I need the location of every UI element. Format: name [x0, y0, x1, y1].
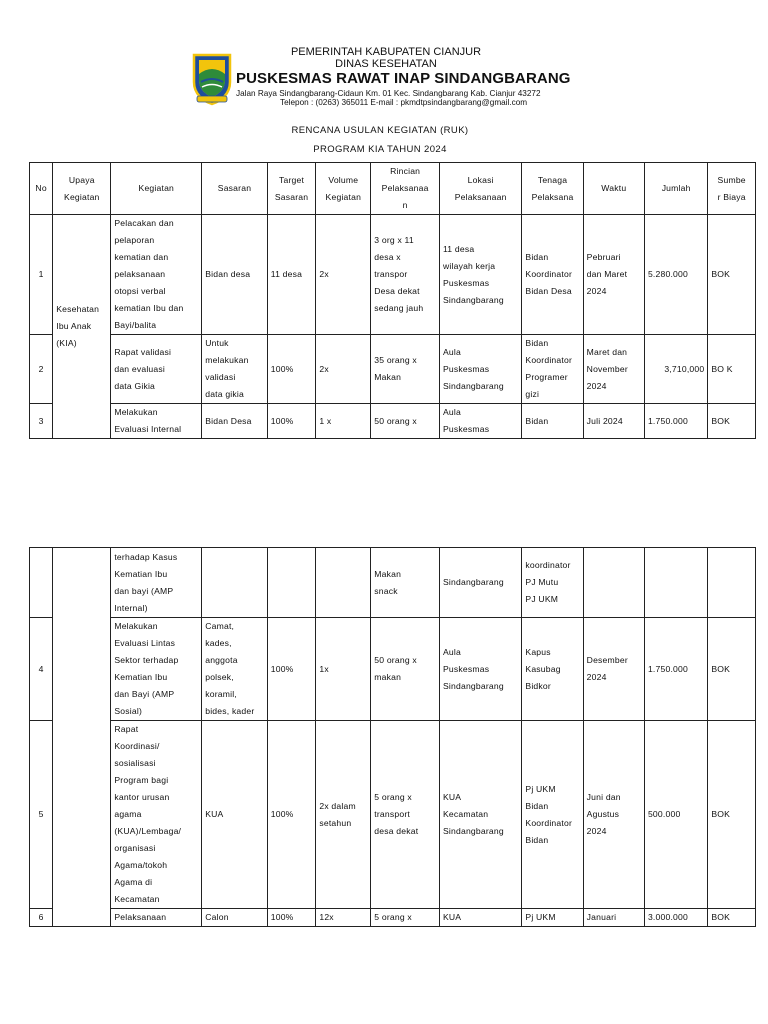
- cell-line: Melakukan: [114, 621, 158, 631]
- cell-rincian-pelaksanaan: [371, 909, 440, 927]
- cell-line: Sumbe: [717, 174, 746, 185]
- cell-line: Bidan Desa: [525, 286, 572, 296]
- header-tenaga-pelaksana: [522, 163, 583, 215]
- cell-line: dan Bayi (AMP: [114, 689, 175, 699]
- cell-upaya-kegiatan: [53, 215, 111, 439]
- cell-target-sasaran: [267, 721, 316, 909]
- cell-line: Bayi/balita: [114, 320, 157, 330]
- table-row: [30, 909, 756, 927]
- letterhead-government: PEMERINTAH KABUPATEN CIANJUR: [290, 46, 482, 58]
- cell-line: Bidan: [525, 834, 549, 845]
- cell-line: n: [402, 200, 408, 210]
- cell-tenaga-pelaksana: [522, 404, 583, 439]
- cell-line: setahun: [319, 817, 352, 828]
- cell-waktu: [583, 404, 644, 439]
- cell-line: data gikia: [205, 389, 245, 399]
- cell-line: Lokasi: [467, 174, 494, 185]
- cell-no: 3: [30, 404, 53, 439]
- cell-line: makan: [374, 672, 402, 682]
- cell-line: gizi: [525, 389, 540, 399]
- cell-line: snack: [374, 585, 398, 596]
- cell-line: transport: [374, 809, 410, 819]
- cell-line: Kecamatan: [442, 809, 489, 819]
- cell-no: 6: [30, 909, 53, 927]
- cell-line: 100%: [270, 415, 294, 426]
- cell-line: Sindangbarang: [442, 380, 504, 391]
- cell-line: 5 orang x: [374, 792, 412, 802]
- cell-line: dan evaluasi: [114, 363, 165, 374]
- cell-line: terhadap Kasus: [114, 551, 178, 562]
- cell-waktu: [583, 335, 644, 404]
- cell-lokasi-pelaksanaan: [439, 215, 521, 335]
- cianjur-regency-emblem-icon: [191, 52, 233, 106]
- cell-jumlah: 1.750.000: [644, 404, 707, 439]
- cell-line: sosialisasi: [114, 758, 156, 768]
- table-row: [30, 215, 756, 335]
- table-row: [30, 404, 756, 439]
- cell-line: Calon: [205, 912, 229, 922]
- cell-line: Bidan: [525, 415, 549, 426]
- cell-line: Evaluasi Internal: [114, 424, 182, 434]
- cell-line: pelaksanaan: [114, 269, 166, 279]
- letterhead-address: Jalan Raya Sindangbarang-Cidaun Km. 01 Kec. Sindangbarang Kab. Cianjur 43272: [236, 89, 541, 98]
- cell-line: 2024: [586, 672, 607, 682]
- header-target-sasaran: [267, 163, 316, 215]
- cell-kegiatan: [111, 215, 202, 335]
- cell-sasaran: [202, 618, 268, 721]
- cell-rincian-pelaksanaan: [371, 618, 440, 721]
- cell-line: Puskesmas: [442, 663, 490, 674]
- cell-line: Kasubag: [525, 663, 561, 674]
- cell-volume-kegiatan: [316, 721, 371, 909]
- cell-sasaran: [202, 335, 268, 404]
- cell-waktu: [583, 618, 644, 721]
- header-jumlah: Jumlah: [644, 163, 707, 215]
- cell-jumlah: 5.280.000: [644, 215, 707, 335]
- cell-line: November: [586, 363, 628, 374]
- cell-line: 2x: [319, 363, 329, 374]
- cell-line: Rincian: [390, 166, 421, 176]
- cell-line: Koordinasi/: [114, 741, 160, 751]
- cell-line: Kesehatan: [56, 304, 100, 314]
- cell-line: anggota: [205, 655, 238, 665]
- cell-line: Puskesmas: [442, 424, 490, 434]
- cell-sumber-biaya: BOK: [708, 215, 756, 335]
- cell-rincian-pelaksanaan: [371, 335, 440, 404]
- cell-line: Pelaksanaan: [114, 912, 167, 922]
- cell-line: Koordinator: [525, 817, 573, 828]
- document-subtitle: PROGRAM KIA TAHUN 2024: [313, 144, 447, 155]
- header-waktu: Waktu: [583, 163, 644, 215]
- cell-sumber-biaya: BOK: [708, 721, 756, 909]
- cell-line: Untuk: [205, 338, 229, 348]
- cell-line: Bidan: [525, 800, 549, 811]
- cell-line: (KIA): [56, 338, 77, 348]
- cell-line: 2x dalam: [319, 800, 356, 811]
- cell-line: 12x: [319, 912, 334, 922]
- cell-line: r Biaya: [717, 191, 746, 202]
- cell-line: Kecamatan: [114, 894, 160, 904]
- cell-line: Program bagi: [114, 775, 169, 785]
- table-row: [30, 721, 756, 909]
- cell-lokasi-pelaksanaan: [439, 618, 521, 721]
- cell-lokasi-pelaksanaan: [439, 335, 521, 404]
- cell-line: Bidan desa: [205, 269, 251, 279]
- cell-line: desa dekat: [374, 826, 419, 836]
- ruk-table-page-1: [29, 162, 756, 439]
- cell-line: Koordinator: [525, 269, 573, 279]
- cell-line: Sindangbarang: [442, 826, 504, 836]
- cell-line: Kematian Ibu: [114, 672, 168, 682]
- cell-line: polsek,: [205, 672, 234, 682]
- letterhead-institution: PUSKESMAS RAWAT INAP SINDANGBARANG: [236, 70, 571, 87]
- cell-line: Juli 2024: [586, 415, 623, 426]
- cell-line: kematian dan: [114, 252, 169, 262]
- cell-lokasi-pelaksanaan: [439, 548, 521, 618]
- cell-no: 5: [30, 721, 53, 909]
- cell-rincian-pelaksanaan: [371, 215, 440, 335]
- cell-kegiatan: [111, 404, 202, 439]
- cell-line: Volume: [328, 174, 359, 185]
- cell-line: Sasaran: [274, 191, 309, 202]
- cell-line: Tenaga: [537, 174, 568, 185]
- cell-line: Juni dan: [586, 792, 621, 802]
- cell-line: 5 orang x: [374, 912, 412, 922]
- cell-line: KUA: [442, 912, 462, 922]
- cell-line: 50 orang x: [374, 655, 417, 665]
- cell-sasaran: [202, 215, 268, 335]
- cell-line: Koordinator: [525, 355, 573, 365]
- cell-line: dan bayi (AMP: [114, 585, 174, 596]
- cell-line: 11 desa: [442, 243, 475, 254]
- cell-line: Programer: [525, 372, 568, 382]
- cell-line: melakukan: [205, 355, 249, 365]
- cell-line: Pelaksana: [531, 191, 574, 202]
- cell-line: KUA: [442, 792, 462, 802]
- cell-line: Pelacakan dan: [114, 218, 174, 228]
- cell-line: 50 orang x: [374, 415, 417, 426]
- cell-line: 2024: [586, 380, 607, 391]
- cell-jumlah: [644, 548, 707, 618]
- cell-no: 4: [30, 618, 53, 721]
- cell-target-sasaran: [267, 548, 316, 618]
- cell-line: Kapus: [525, 646, 551, 657]
- cell-line: Pelaksanaa: [381, 183, 429, 193]
- cell-line: Sindangbarang: [442, 577, 504, 587]
- cell-sumber-biaya: BOK: [708, 404, 756, 439]
- cell-line: Puskesmas: [442, 363, 490, 374]
- header-kegiatan: Kegiatan: [111, 163, 202, 215]
- cell-waktu: [583, 548, 644, 618]
- cell-line: kantor urusan: [114, 792, 170, 802]
- cell-line: Kegiatan: [325, 191, 362, 202]
- header-rincian-pelaksanaan: [371, 163, 440, 215]
- cell-lokasi-pelaksanaan: [439, 909, 521, 927]
- cell-kegiatan: [111, 335, 202, 404]
- cell-jumlah: 3,710,000: [644, 335, 707, 404]
- cell-line: koordinator: [525, 560, 571, 570]
- cell-rincian-pelaksanaan: [371, 404, 440, 439]
- cell-line: 1 x: [319, 415, 332, 426]
- cell-sasaran: [202, 909, 268, 927]
- cell-line: Internal): [114, 602, 148, 613]
- cell-line: otopsi verbal: [114, 286, 166, 296]
- cell-line: 2024: [586, 286, 607, 296]
- cell-line: kematian Ibu dan: [114, 303, 184, 313]
- cell-line: Aula: [442, 346, 461, 357]
- cell-line: 3 org x 11: [374, 235, 414, 245]
- cell-line: Camat,: [205, 621, 235, 631]
- document-title: RENCANA USULAN KEGIATAN (RUK): [291, 125, 469, 136]
- cell-line: dan Maret: [586, 269, 628, 279]
- cell-line: Kegiatan: [64, 191, 100, 202]
- cell-target-sasaran: [267, 335, 316, 404]
- cell-line: 100%: [270, 912, 294, 922]
- cell-line: transpor: [374, 269, 408, 279]
- cell-line: 100%: [270, 363, 294, 374]
- cell-jumlah: 3.000.000: [644, 909, 707, 927]
- cell-sasaran: [202, 721, 268, 909]
- header-upaya-kegiatan: [53, 163, 111, 215]
- cell-sumber-biaya: BOK: [708, 618, 756, 721]
- cell-line: Puskesmas: [442, 277, 490, 288]
- cell-line: Sektor terhadap: [114, 655, 179, 665]
- cell-no: [30, 548, 53, 618]
- cell-rincian-pelaksanaan: [371, 721, 440, 909]
- cell-kegiatan: [111, 721, 202, 909]
- cell-line: 100%: [270, 809, 294, 819]
- cell-line: Aula: [442, 646, 461, 657]
- cell-line: Target: [278, 174, 305, 185]
- cell-line: Agama/tokoh: [114, 860, 168, 870]
- cell-line: 2x: [319, 269, 329, 279]
- cell-target-sasaran: [267, 404, 316, 439]
- cell-line: Pelaksanaan: [454, 191, 507, 202]
- table-header-row: [30, 163, 756, 215]
- cell-sasaran: [202, 548, 268, 618]
- cell-target-sasaran: [267, 909, 316, 927]
- cell-jumlah: 500.000: [644, 721, 707, 909]
- cell-line: bides, kader: [205, 706, 255, 716]
- cell-line: Aula: [442, 407, 461, 417]
- cell-line: pelaporan: [114, 235, 155, 245]
- cell-sasaran: [202, 404, 268, 439]
- cell-line: Bidan: [525, 252, 549, 262]
- cell-line: Pj UKM: [525, 783, 556, 794]
- cell-line: Agama di: [114, 877, 153, 887]
- cell-volume-kegiatan: [316, 548, 371, 618]
- cell-sumber-biaya: [708, 548, 756, 618]
- table-row: [30, 618, 756, 721]
- cell-kegiatan: [111, 618, 202, 721]
- cell-tenaga-pelaksana: [522, 909, 583, 927]
- header-volume-kegiatan: [316, 163, 371, 215]
- header-sumber-biaya: [708, 163, 756, 215]
- cell-line: Makan: [374, 372, 402, 382]
- cell-upaya-kegiatan: [53, 548, 111, 927]
- cell-rincian-pelaksanaan: [371, 548, 440, 618]
- cell-jumlah: 1.750.000: [644, 618, 707, 721]
- cell-line: sedang jauh: [374, 303, 424, 313]
- cell-no: 2: [30, 335, 53, 404]
- cell-line: Maret dan: [586, 346, 628, 357]
- cell-line: organisasi: [114, 843, 156, 853]
- cell-line: wilayah kerja: [442, 260, 496, 271]
- cell-lokasi-pelaksanaan: [439, 721, 521, 909]
- cell-waktu: [583, 721, 644, 909]
- cell-line: desa x: [374, 252, 401, 262]
- cell-line: 11 desa: [270, 269, 303, 279]
- cell-lokasi-pelaksanaan: [439, 404, 521, 439]
- cell-line: Evaluasi Lintas: [114, 638, 176, 648]
- cell-line: Pebruari: [586, 252, 621, 262]
- cell-line: koramil,: [205, 689, 237, 699]
- table-row: [30, 335, 756, 404]
- cell-line: 100%: [270, 663, 294, 674]
- cell-line: data Gikia: [114, 380, 156, 391]
- cell-volume-kegiatan: [316, 215, 371, 335]
- cell-line: KUA: [205, 809, 224, 819]
- cell-line: Bidan: [525, 338, 549, 348]
- header-sasaran: Sasaran: [202, 163, 268, 215]
- cell-line: PJ Mutu: [525, 577, 559, 587]
- letterhead-contact: Telepon : (0263) 365011 E-mail : pkmdtpsindangbarang@gmail.com: [280, 98, 528, 107]
- cell-line: Bidkor: [525, 680, 551, 691]
- cell-volume-kegiatan: [316, 618, 371, 721]
- cell-no: 1: [30, 215, 53, 335]
- cell-line: Desa dekat: [374, 286, 420, 296]
- table-row: [30, 548, 756, 618]
- cell-line: validasi: [205, 372, 236, 382]
- cell-line: Sosial): [114, 706, 143, 716]
- cell-line: Melakukan: [114, 407, 158, 417]
- cell-line: (KUA)/Lembaga/: [114, 826, 182, 836]
- cell-line: agama: [114, 809, 142, 819]
- cell-line: Ibu Anak: [56, 321, 92, 331]
- cell-target-sasaran: [267, 618, 316, 721]
- cell-tenaga-pelaksana: [522, 215, 583, 335]
- cell-volume-kegiatan: [316, 404, 371, 439]
- cell-line: 2024: [586, 826, 607, 836]
- cell-sumber-biaya: BOK: [708, 909, 756, 927]
- cell-kegiatan: [111, 909, 202, 927]
- cell-line: Rapat validasi: [114, 346, 172, 357]
- cell-line: Rapat: [114, 724, 139, 734]
- cell-tenaga-pelaksana: [522, 548, 583, 618]
- cell-kegiatan: [111, 548, 202, 618]
- cell-volume-kegiatan: [316, 335, 371, 404]
- header-no: No: [30, 163, 53, 215]
- cell-line: kades,: [205, 638, 232, 648]
- cell-line: Desember: [586, 655, 628, 665]
- cell-line: Pj UKM: [525, 912, 556, 922]
- cell-tenaga-pelaksana: [522, 335, 583, 404]
- cell-line: Januari: [586, 912, 617, 922]
- cell-line: Sindangbarang: [442, 294, 504, 305]
- cell-target-sasaran: [267, 215, 316, 335]
- cell-line: 1x: [319, 663, 329, 674]
- cell-line: Makan: [374, 568, 402, 579]
- cell-line: Bidan Desa: [205, 415, 252, 426]
- cell-line: PJ UKM: [525, 594, 559, 604]
- cell-line: Sindangbarang: [442, 680, 504, 691]
- cell-tenaga-pelaksana: [522, 721, 583, 909]
- cell-tenaga-pelaksana: [522, 618, 583, 721]
- cell-line: Upaya: [68, 174, 95, 185]
- cell-waktu: [583, 215, 644, 335]
- cell-line: Agustus: [586, 809, 620, 819]
- cell-waktu: [583, 909, 644, 927]
- cell-line: Kematian Ibu: [114, 568, 168, 579]
- ruk-table-page-2: [29, 547, 756, 927]
- cell-line: 35 orang x: [374, 355, 417, 365]
- cell-volume-kegiatan: [316, 909, 371, 927]
- cell-sumber-biaya: BO K: [708, 335, 756, 404]
- header-lokasi-pelaksanaan: [439, 163, 521, 215]
- letterhead-department: DINAS KESEHATAN: [335, 58, 437, 70]
